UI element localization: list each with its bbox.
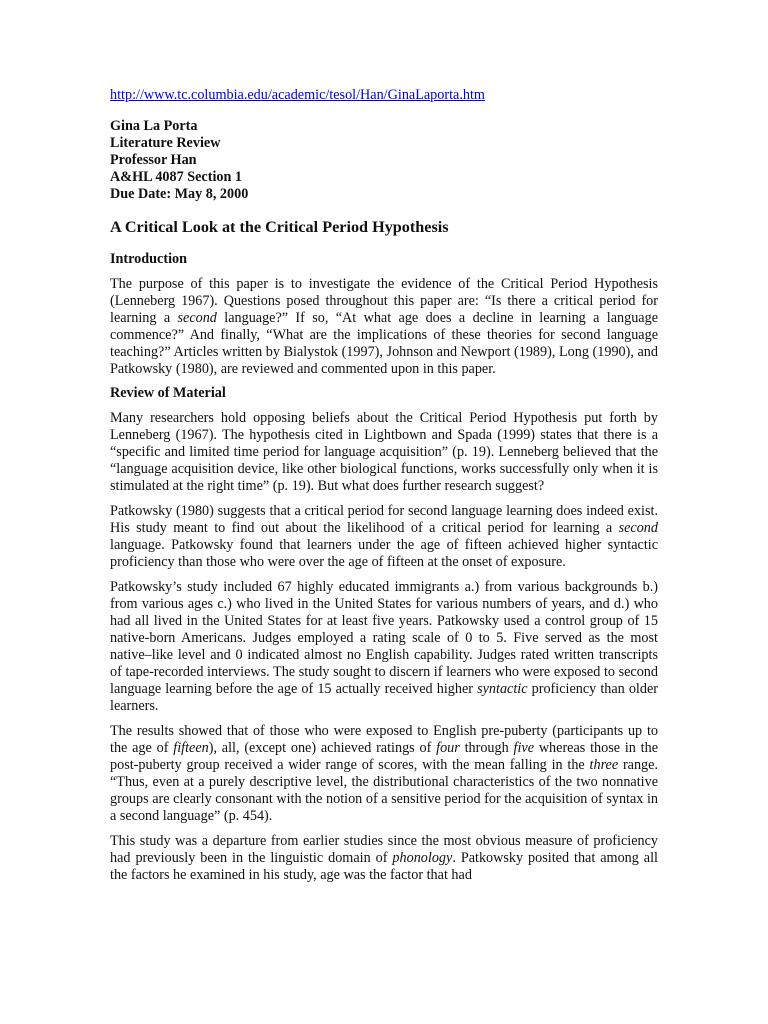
text-run: The purpose of this paper is to investigate the evidence of the Critical Period Hypothesis (Lenneberg 1967). Questions posed throughout this paper are: “Is there a critical period for learning a — [110, 276, 658, 326]
text-run: ), all, (except one) achieved ratings of — [208, 740, 437, 756]
body-paragraph — [110, 276, 658, 378]
due-date: Due Date: May 8, 2000 — [110, 186, 249, 202]
text-run: range. “Thus, even at a purely descriptive level, the distributional characteristics of the two nonnative groups are clearly consonant with the notion of a sensitive period for the acquisition of syntax in a second language” (p. 454). — [110, 757, 658, 824]
text-run: The results showed that of those who were exposed to English pre-puberty (participants up to the age of — [110, 723, 658, 756]
author-name: Gina La Porta — [110, 118, 198, 134]
document-content — [110, 87, 658, 884]
text-run: Many researchers hold opposing beliefs about the Critical Period Hypothesis put forth by Lenneberg (1967). The hypothesis cited in Lightbown and Spada (1999) states that there is a “specific and limited time period for language acquisition” (p. 19). Lenneberg believed that the “language acquisition device, like other biological functions, works successfully only when it is stimulated at the right time” (p. 19). But what does further research suggest? — [110, 410, 658, 494]
italic-text-run: three — [589, 757, 619, 773]
text-run: whereas those in the post-puberty group received a wider range of scores, with the mean falling in the — [110, 740, 659, 773]
author-header-block — [110, 118, 658, 203]
italic-text-run: fifteen — [173, 740, 209, 756]
course-type: Literature Review — [110, 135, 221, 151]
body-paragraph — [110, 723, 658, 825]
text-run: through — [459, 740, 514, 756]
italic-text-run: four — [436, 740, 460, 756]
body-paragraph — [110, 579, 658, 715]
text-run: Patkowsky (1980) suggests that a critical period for second language learning does indeed exist. His study meant to find out about the likelihood of a critical period for learning a — [110, 503, 658, 536]
text-run: Patkowsky’s study included 67 highly educated immigrants a.) from various backgrounds b.) from various ages c.) who lived in the United States for various numbers of years, and d.) who had all lived in the United States for at least five years. Patkowsky used a control group of 15 native-born Americans. Judges employed a rating scale of 0 to 5. Five served as the most native–like level and 0 indicated almost no English capability. Judges rated written transcripts of tape-recorded interviews. The study sought to discern if learners who were exposed to second language learning before the age of 15 actually received higher — [110, 579, 658, 697]
body-paragraph — [110, 410, 658, 495]
professor-name: Professor Han — [110, 152, 197, 168]
italic-text-run: phonology — [392, 850, 453, 866]
body-paragraph — [110, 503, 658, 571]
section-heading-introduction: Introduction — [110, 251, 187, 267]
text-run: This study was a departure from earlier studies since the most obvious measure of proficiency had previously been in the linguistic domain of — [110, 833, 658, 866]
source-url-link[interactable]: http://www.tc.columbia.edu/academic/tesol/Han/GinaLaporta.htm — [110, 87, 485, 103]
italic-text-run: five — [513, 740, 535, 756]
section-heading-review: Review of Material — [110, 385, 226, 401]
text-run: language?” If so, “At what age does a decline in learning a language commence?” And finally, “What are the implications of these theories for second language teaching?” Articles written by Bialystok (1997), Johnson and Newport (1989), Long (1990), and Patkowsky (1980), are reviewed and commented upon in this paper. — [110, 310, 658, 377]
text-run: . Patkowsky posited that among all the factors he examined in his study, age was the factor that had — [110, 850, 658, 883]
italic-text-run: syntactic — [477, 681, 528, 697]
text-run: language. Patkowsky found that learners under the age of fifteen achieved higher syntactic proficiency than those who were over the age of fifteen at the onset of exposure. — [110, 537, 658, 570]
body-paragraph — [110, 833, 658, 884]
paper-title: A Critical Look at the Critical Period Hypothesis — [110, 218, 449, 236]
text-run: proficiency than older learners. — [110, 681, 658, 714]
course-section: A&HL 4087 Section 1 — [110, 169, 243, 185]
italic-text-run: second — [177, 310, 217, 326]
italic-text-run: second — [618, 520, 658, 536]
